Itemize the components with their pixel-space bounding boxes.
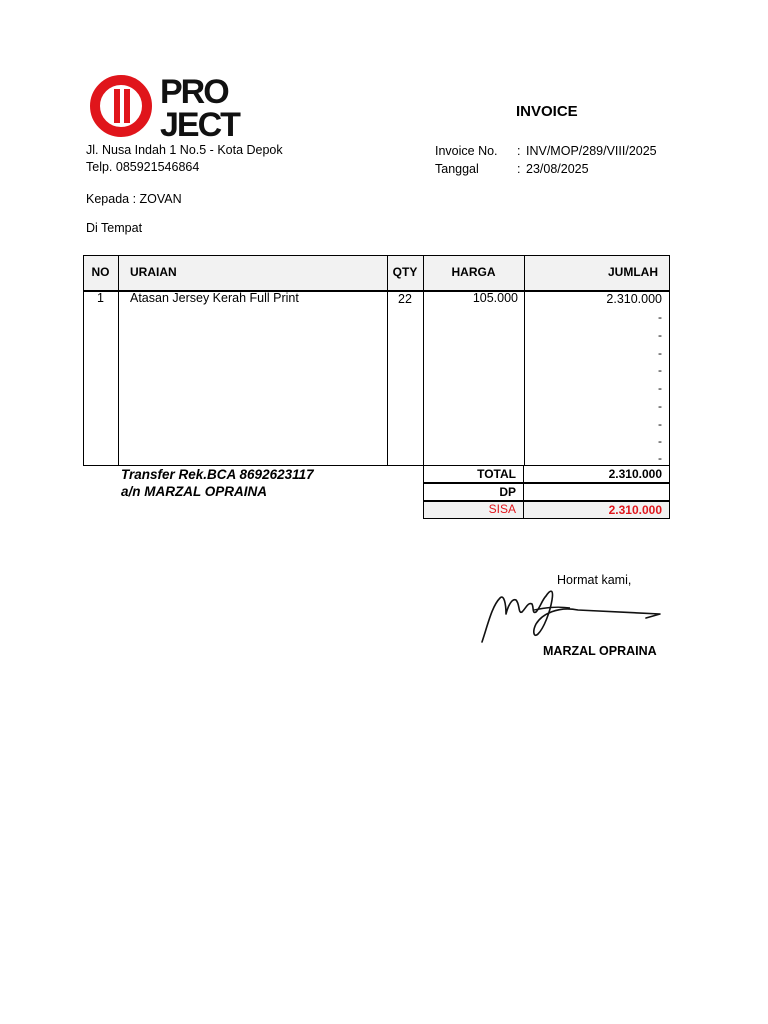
col-divider <box>423 255 424 466</box>
empty-row-marker: - <box>658 363 662 377</box>
date-label: Tanggal <box>435 162 479 176</box>
empty-row-marker: - <box>658 451 662 465</box>
row-qty: 22 <box>398 292 412 306</box>
summary-divider <box>423 482 670 484</box>
logo-text-top: PRO <box>160 73 228 111</box>
invoice-date-row <box>435 160 657 178</box>
header-qty: QTY <box>392 265 418 279</box>
document-title: INVOICE <box>516 103 578 120</box>
empty-row-marker: - <box>658 434 662 448</box>
empty-row-marker: - <box>658 381 662 395</box>
bank-account: Transfer Rek.BCA 8692623117 <box>121 467 314 482</box>
row-jumlah: 2.310.000 <box>606 292 662 306</box>
total-label: TOTAL <box>477 467 516 481</box>
invoice-no-value: INV/MOP/289/VIII/2025 <box>526 144 657 158</box>
account-holder: a/n MARZAL OPRAINA <box>121 484 268 499</box>
company-address-block <box>86 142 283 176</box>
handwritten-signature <box>478 584 668 646</box>
closing-greeting: Hormat kami, <box>557 573 632 587</box>
company-address: Jl. Nusa Indah 1 No.5 - Kota Depok <box>86 143 283 157</box>
empty-row-marker: - <box>658 310 662 324</box>
invoice-no-label: Invoice No. <box>435 144 498 158</box>
payment-instructions <box>121 466 314 500</box>
empty-row-marker: - <box>658 417 662 431</box>
header-harga: HARGA <box>451 265 496 279</box>
invoice-meta <box>435 142 657 178</box>
empty-row-marker: - <box>658 328 662 342</box>
col-divider <box>387 255 388 466</box>
items-table <box>83 255 670 466</box>
col-divider <box>118 255 119 466</box>
header-uraian: URAIAN <box>130 265 177 279</box>
row-no: 1 <box>97 291 104 305</box>
signer-name: MARZAL OPRAINA <box>543 644 657 658</box>
empty-row-marker: - <box>658 346 662 360</box>
empty-row-marker: - <box>658 399 662 413</box>
company-phone: Telp. 085921546864 <box>86 160 200 174</box>
summary-box <box>423 465 670 519</box>
recipient-line: Kepada : ZOVAN <box>86 192 182 206</box>
logo-text-bottom: JECT <box>160 106 239 139</box>
row-uraian: Atasan Jersey Kerah Full Print <box>130 291 299 305</box>
recipient-place: Di Tempat <box>86 221 143 235</box>
total-value: 2.310.000 <box>608 467 662 481</box>
separator: : <box>517 162 521 176</box>
table-border <box>83 255 670 466</box>
company-logo <box>88 73 278 139</box>
dp-label: DP <box>499 485 516 499</box>
separator: : <box>517 144 521 158</box>
header-no: NO <box>91 265 110 279</box>
sisa-label: SISA <box>488 502 516 516</box>
date-value: 23/08/2025 <box>526 162 589 176</box>
header-jumlah: JUMLAH <box>608 265 658 279</box>
col-divider <box>524 255 525 466</box>
row-harga: 105.000 <box>472 291 518 305</box>
sisa-value: 2.310.000 <box>608 503 662 517</box>
invoice-no-row <box>435 142 657 160</box>
